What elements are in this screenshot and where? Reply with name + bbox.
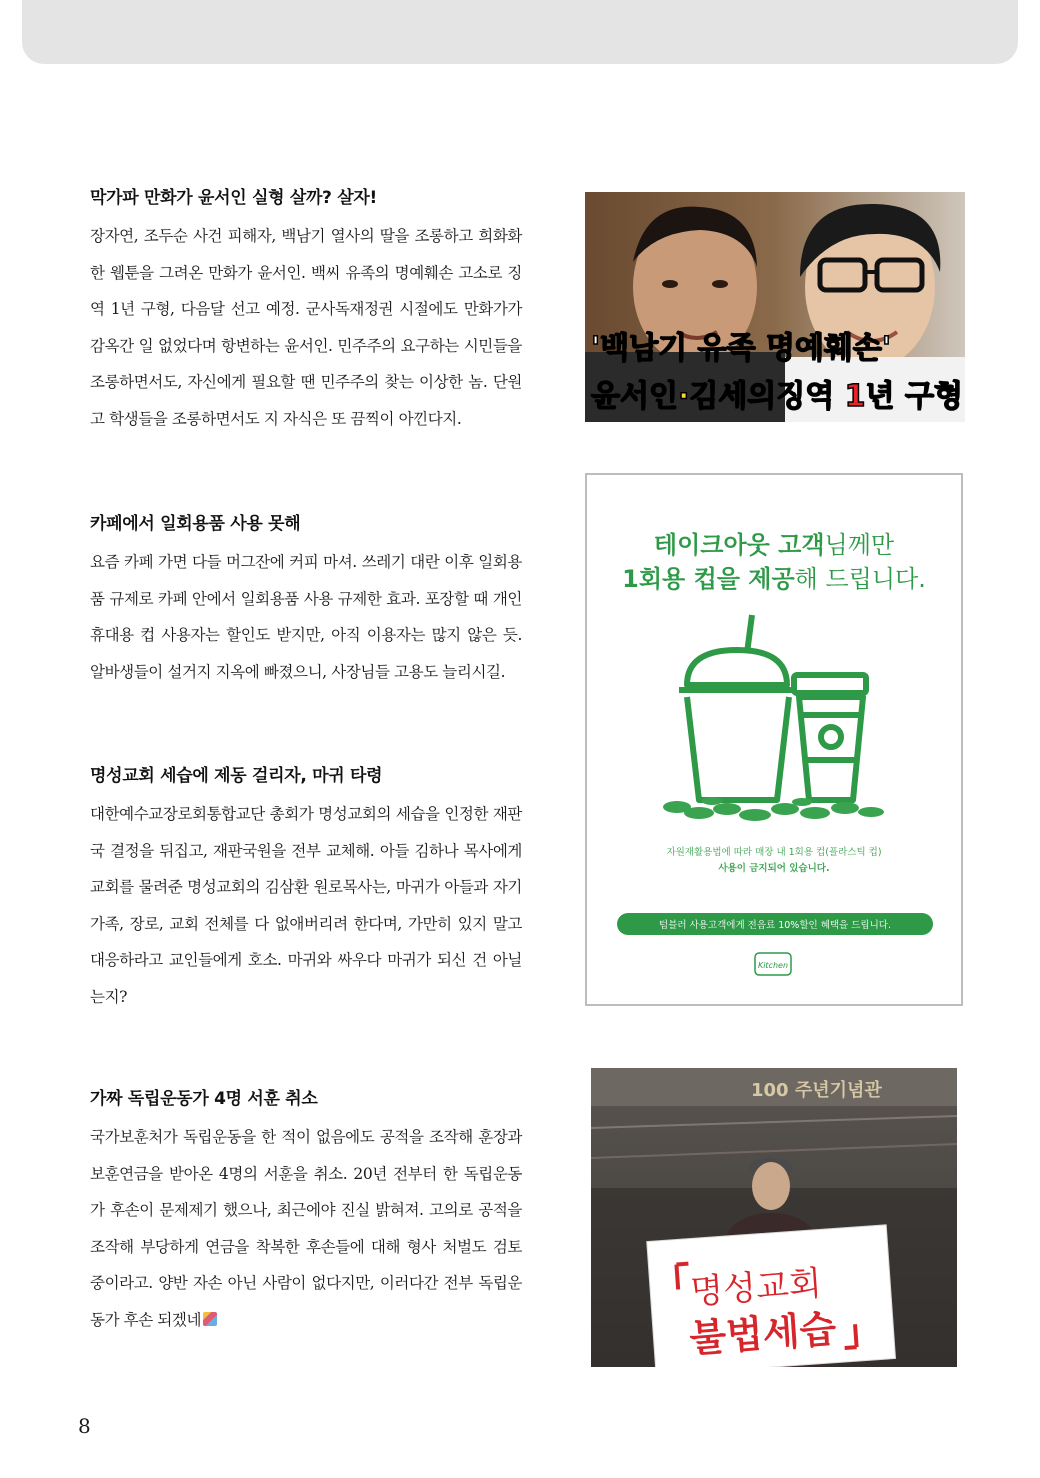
- paper-cup-icon: [794, 675, 866, 800]
- picket-line2: 불법세습: [688, 1306, 838, 1361]
- article-2: [90, 509, 522, 690]
- article-body-text: 국가보훈처가 독립운동을 한 적이 없음에도 공적을 조작해 훈장과 보훈연금을 받아온 4명의 서훈을 취소. 20년 전부터 한 독립운동가 후손이 문제제기 했으나, 최근에야 진실 밝혀져. 고의로 공적을 조작해 부당하게 연금을 착복한 후손들에 대해 형사 처벌도 검토 중이라고. 양반 자손 아닌 사람이 없다지만, 이러다간 전부 독립운동가 후손 되겠네: [90, 1128, 522, 1329]
- poster-title-line1: 테이크아웃 고객님께만: [653, 531, 895, 559]
- thumbnail-caption-sentence: 징역 1년 구형: [776, 379, 963, 414]
- poster-notice-line2: 사용이 금지되어 있습니다.: [718, 863, 830, 874]
- article-body: 요즘 카페 가면 다들 머그잔에 커피 마셔. 쓰레기 대란 이후 일회용품 규제로 카페 안에서 일회용품 사용 규제한 효과. 포장할 때 개인 휴대용 컵 사용자는 할인도 받지만, 아직 이용자는 많지 않은 듯. 알바생들이 설거지 지옥에 빠졌으니, 사장님들 고용도 늘리시길.: [90, 553, 522, 681]
- plastic-cup-icon: [679, 615, 797, 800]
- picket-line1: 명성교회: [689, 1263, 823, 1313]
- header-bar: [22, 0, 1018, 64]
- news-thumbnail-image: [585, 192, 965, 422]
- poster-notice-line1: 자원재활용법에 따라 매장 내 1회용 컵(플라스틱 컵): [666, 847, 882, 858]
- article-headline: 명성교회 세습에 제동 걸리자, 마귀 타령: [90, 766, 383, 786]
- article-3: [90, 761, 522, 1015]
- article-headline: 카페에서 일회용품 사용 못해: [90, 514, 301, 534]
- page-number: 8: [78, 1414, 91, 1438]
- thumbnail-caption-names: 윤서인·김세의: [591, 379, 777, 414]
- article-headline: 가짜 독립운동가 4명 서훈 취소: [90, 1089, 318, 1109]
- article-headline: 막가파 만화가 윤서인 실형 살까? 살자!: [90, 188, 377, 208]
- article-4: [90, 1084, 522, 1338]
- article-body: 대한예수교장로회통합교단 총회가 명성교회의 세습을 인정한 재판국 결정을 뒤집고, 재판국원을 전부 교체해. 아들 김하나 목사에게 교회를 물려준 명성교회의 김삼환 원로목사는, 마귀가 아들과 자기 가족, 장로, 교회 전체를 다 없애버리려 한다며, 가만히 있지 말고 대응하라고 교인들에게 호소. 마귀와 싸우다 마귀가 되신 건 아닐는지?: [90, 805, 522, 1006]
- thumbnail-caption-line1: '백남기 유족 명예훼손': [591, 331, 892, 366]
- protest-photo: [591, 1068, 957, 1367]
- article-1: [90, 183, 522, 437]
- poster-discount-text: 텀블러 사용고객에게 전음료 10%할인 혜택을 드립니다.: [659, 920, 891, 931]
- building-sign-text: 100 주년기념관: [751, 1080, 882, 1101]
- article-body: [90, 1119, 522, 1338]
- poster-title-line2: 1회용 컵을 제공해 드립니다.: [622, 565, 926, 593]
- article-body: 장자연, 조두순 사건 피해자, 백남기 열사의 딸을 조롱하고 희화화한 웹툰을 그려온 만화가 윤서인. 백씨 유족의 명예훼손 고소로 징역 1년 구형, 다음달 선고 예정. 군사독재정권 시절에도 만화가가 감옥간 일 없었다며 항변하는 윤서인. 민주주의 요구하는 시민들을 조롱하면서도, 자신에게 필요할 땐 민주주의 찾는 이상한 놈. 단원고 학생들을 조롱하면서도 지 자식은 또 끔찍이 아낀다지.: [90, 227, 522, 428]
- thumbnail-caption-line2: [591, 379, 963, 414]
- cafe-notice-poster: [585, 473, 963, 1006]
- kitchen-logo-text: Kitchen: [757, 961, 789, 970]
- confetti-emoji-icon: [203, 1312, 217, 1326]
